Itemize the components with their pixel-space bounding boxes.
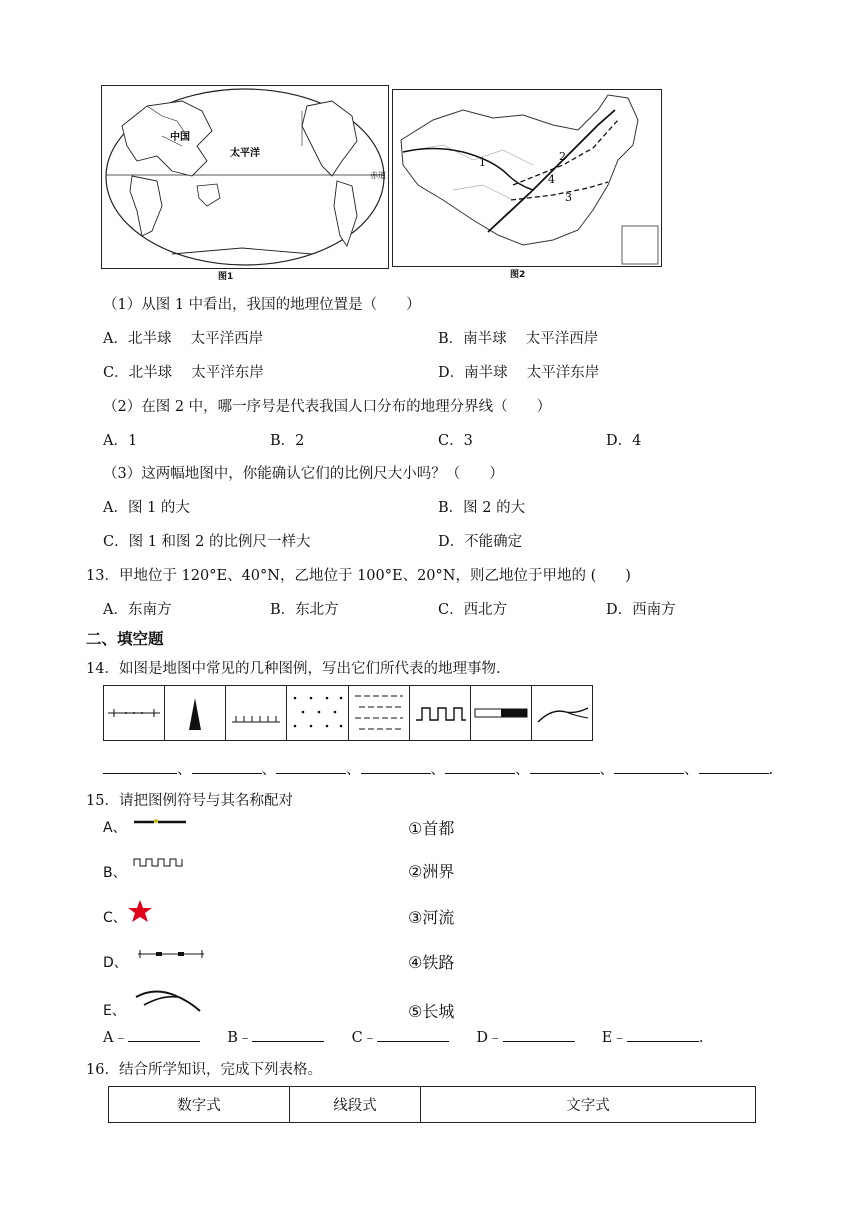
q12-sub1-option-c[interactable]: C．北半球 太平洋东岸 xyxy=(103,365,264,381)
q12-sub1-option-a[interactable]: A．北半球 太平洋西岸 xyxy=(103,331,264,347)
q15-symbol-b-label: B、 xyxy=(103,865,127,881)
q14-stem: 14．如图是地图中常见的几种图例，写出它们所代表的地理事物. xyxy=(86,661,501,677)
q12-sub2-option-c[interactable]: C．3 xyxy=(438,433,473,449)
q16-scale-table xyxy=(108,1086,756,1123)
table-header-row xyxy=(109,1087,756,1123)
legend-peak-symbol xyxy=(165,686,226,740)
figure-1-world-map xyxy=(101,85,389,269)
figure-2-china-map xyxy=(392,89,662,267)
q12-sub3-option-d[interactable]: D．不能确定 xyxy=(438,534,523,550)
legend-desert-symbol xyxy=(287,686,348,740)
label-china: 中国 xyxy=(170,132,190,143)
q12-sub2-option-a[interactable]: A．1 xyxy=(103,433,138,449)
q15-symbol-d-label: D、 xyxy=(103,955,128,971)
figure-1-caption: 图1 xyxy=(218,272,234,282)
q15-answer-d-blank[interactable] xyxy=(503,1027,575,1042)
q15-symbol-c-capital-star-icon xyxy=(126,898,154,924)
line-label-1: 1 xyxy=(479,156,486,169)
q15-symbol-a-label: A、 xyxy=(103,820,127,836)
q15-answer-e-label: E﹣ xyxy=(601,1030,627,1046)
legend-railway-symbol xyxy=(471,686,532,740)
q12-sub1-option-d[interactable]: D．南半球 太平洋东岸 xyxy=(438,365,600,381)
q13-option-b[interactable]: B．东北方 xyxy=(270,602,339,618)
q15-answer-c-blank[interactable] xyxy=(377,1027,449,1042)
q15-answer-row[interactable]: A﹣ B﹣ C﹣ D﹣ E﹣ . xyxy=(103,1026,703,1047)
line-label-2: 2 xyxy=(559,150,566,163)
q15-stem: 15．请把图例符号与其名称配对 xyxy=(86,793,293,809)
q12-sub1-stem: （1）从图 1 中看出，我国的地理位置是（ ） xyxy=(103,297,421,313)
legend-river-symbol xyxy=(532,686,592,740)
q14-answer-blanks[interactable]: 、 、 、 、 、 、 、 . xyxy=(103,758,773,779)
label-equator: 赤道 xyxy=(370,171,386,180)
q13-stem: 13．甲地位于 120°E、40°N，乙地位于 100°E、20°N，则乙地位于甲地的 ( ) xyxy=(86,568,631,584)
legend-great-wall-symbol xyxy=(410,686,471,740)
q12-sub3-option-b[interactable]: B．图 2 的大 xyxy=(438,500,526,516)
q13-option-a[interactable]: A．东南方 xyxy=(103,602,172,618)
world-map-image xyxy=(102,86,388,268)
q14-legend-row xyxy=(103,685,593,741)
header-line-scale: 线段式 xyxy=(290,1087,421,1123)
line-label-3: 3 xyxy=(565,191,572,204)
q12-sub2-option-b[interactable]: B．2 xyxy=(270,433,305,449)
q12-sub2-stem: （2）在图 2 中，哪一序号是代表我国人口分布的地理分界线（ ） xyxy=(103,399,552,415)
q15-symbol-d-railway-line xyxy=(136,947,208,961)
q15-answer-b-blank[interactable] xyxy=(252,1027,324,1042)
line-label-4: 4 xyxy=(548,173,555,186)
q12-sub1-option-b[interactable]: B．南半球 太平洋西岸 xyxy=(438,331,599,347)
q12-sub3-stem: （3）这两幅地图中，你能确认它们的比例尺大小吗？（ ） xyxy=(103,466,504,482)
q16-stem: 16．结合所学知识，完成下列表格。 xyxy=(86,1062,322,1078)
legend-cliff-symbol xyxy=(226,686,287,740)
q15-answer-a-blank[interactable] xyxy=(128,1027,200,1042)
header-text-scale: 文字式 xyxy=(421,1087,756,1123)
section-title: 二、填空题 xyxy=(86,630,164,648)
q15-name-continent-boundary: ②洲界 xyxy=(408,862,455,881)
q15-answer-b-label: B﹣ xyxy=(227,1030,253,1046)
china-map-image xyxy=(393,90,661,266)
q15-symbol-e-river xyxy=(134,985,204,1015)
label-pacific: 太平洋 xyxy=(230,148,260,159)
figure-2-caption: 图2 xyxy=(510,270,526,280)
q15-symbol-e-label: E、 xyxy=(103,1003,126,1019)
q15-answer-a-label: A﹣ xyxy=(103,1030,128,1046)
q12-sub2-option-d[interactable]: D．4 xyxy=(606,433,642,449)
q15-name-great-wall: ⑤长城 xyxy=(408,1002,455,1021)
q15-symbol-a-continent-boundary xyxy=(132,815,188,829)
header-numeric-scale: 数字式 xyxy=(109,1087,290,1123)
q15-answer-c-label: C﹣ xyxy=(351,1030,378,1046)
q13-option-d[interactable]: D．西南方 xyxy=(606,602,676,618)
q15-name-river: ③河流 xyxy=(408,908,455,927)
legend-boundary-symbol xyxy=(104,686,165,740)
q12-sub3-option-a[interactable]: A．图 1 的大 xyxy=(103,500,190,516)
q13-option-c[interactable]: C．西北方 xyxy=(438,602,508,618)
q15-name-capital: ①首都 xyxy=(408,819,455,838)
q15-answer-e-blank[interactable] xyxy=(627,1027,699,1042)
legend-marsh-symbol xyxy=(349,686,410,740)
q15-symbol-b-great-wall xyxy=(132,855,188,869)
q15-name-railway: ④铁路 xyxy=(408,953,455,972)
q15-symbol-c-label: C、 xyxy=(103,910,127,926)
q12-sub3-option-c[interactable]: C．图 1 和图 2 的比例尺一样大 xyxy=(103,534,311,550)
q15-answer-d-label: D﹣ xyxy=(476,1030,503,1046)
